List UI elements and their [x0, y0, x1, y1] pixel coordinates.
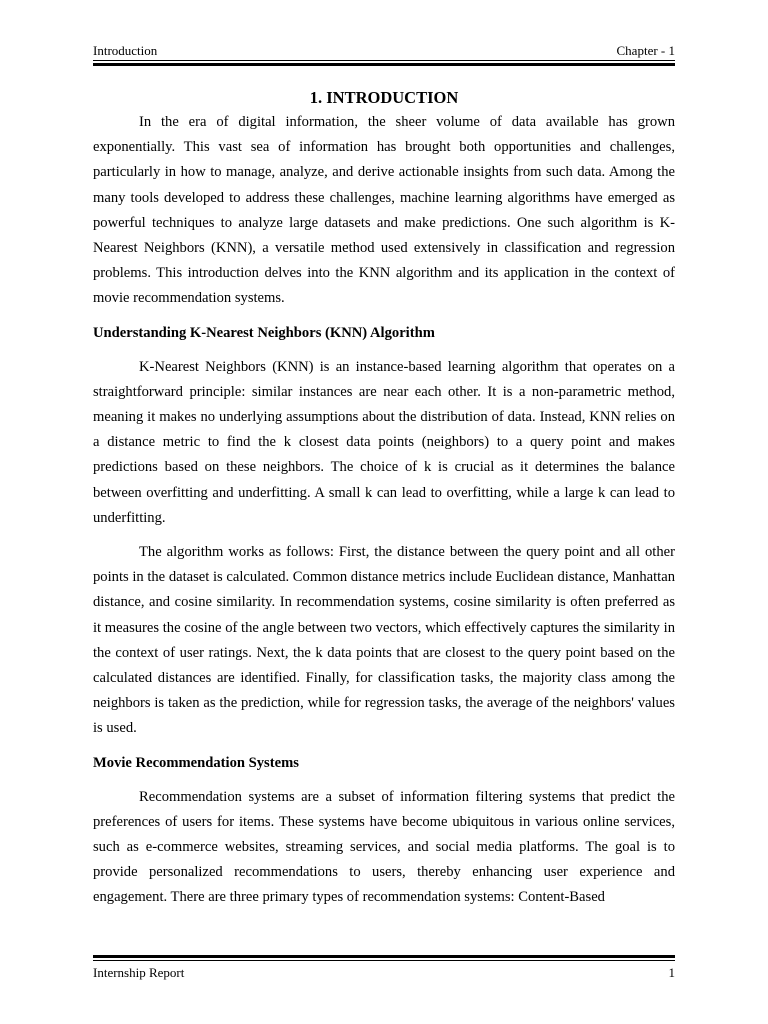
header-chapter-label: Chapter - 1 — [616, 43, 675, 58]
header-rule-thick — [93, 63, 675, 66]
footer-report-label: Internship Report — [93, 965, 185, 980]
page-title: 1. INTRODUCTION — [309, 88, 459, 107]
page-number: 1 — [668, 965, 675, 980]
recsys-paragraph-1: Recommendation systems are a subset of information filtering systems that predict the preferences of users for items. These systems have become ubiquitous in various online services, such as e-commerce websites, streaming services, and social media platforms. The goal is to provide personalized recommendations to users, thereby enhancing user experience and engagement. There are three primary types of recommendation systems: Content-Based — [93, 788, 675, 906]
footer-rule-thick — [93, 955, 675, 958]
section-heading-knn: Understanding K-Nearest Neighbors (KNN) Algorithm — [93, 324, 435, 341]
header-rule-thin — [93, 60, 675, 61]
page-body — [93, 84, 675, 911]
page-header — [93, 42, 675, 60]
intro-paragraph: In the era of digital information, the sheer volume of data available has grown exponentially. This vast sea of information has brought both opportunities and challenges, particularly in how to manage, analyze, and derive actionable insights from such data. Among the many tools developed to address these challenges, machine learning algorithms have emerged as powerful techniques to analyze large datasets and make predictions. One such algorithm is K-Nearest Neighbors (KNN), a versatile method used extensively in classification and regression problems. This introduction delves into the KNN algorithm and its application in the context of movie recommendation systems. — [93, 114, 675, 307]
header-section-title: Introduction — [93, 43, 158, 58]
footer-rule-thin — [93, 960, 675, 961]
knn-paragraph-1: K-Nearest Neighbors (KNN) is an instance-based learning algorithm that operates on a straightforward principle: similar instances are near each other. It is a non-parametric method, meaning it makes no underlying assumptions about the distribution of data. Instead, KNN relies on a distance metric to find the k closest data points (neighbors) to a query point and makes predictions based on these neighbors. The choice of k is crucial as it determines the balance between overfitting and underfitting. A small k can lead to overfitting, while a large k can lead to underfitting. — [93, 358, 675, 526]
section-heading-recsys: Movie Recommendation Systems — [93, 754, 299, 771]
page-footer — [93, 964, 675, 982]
knn-paragraph-2: The algorithm works as follows: First, the distance between the query point and all other points in the dataset is calculated. Common distance metrics include Euclidean distance, Manhattan distance, and cosine similarity. In recommendation systems, cosine similarity is often preferred as it measures the cosine of the angle between two vectors, which effectively captures the similarity in the context of user ratings. Next, the k data points that are closest to the query point based on the calculated distances are identified. Finally, for classification tasks, the majority class among the neighbors is taken as the prediction, while for regression tasks, the average of the neighbors' values is used. — [93, 544, 675, 737]
